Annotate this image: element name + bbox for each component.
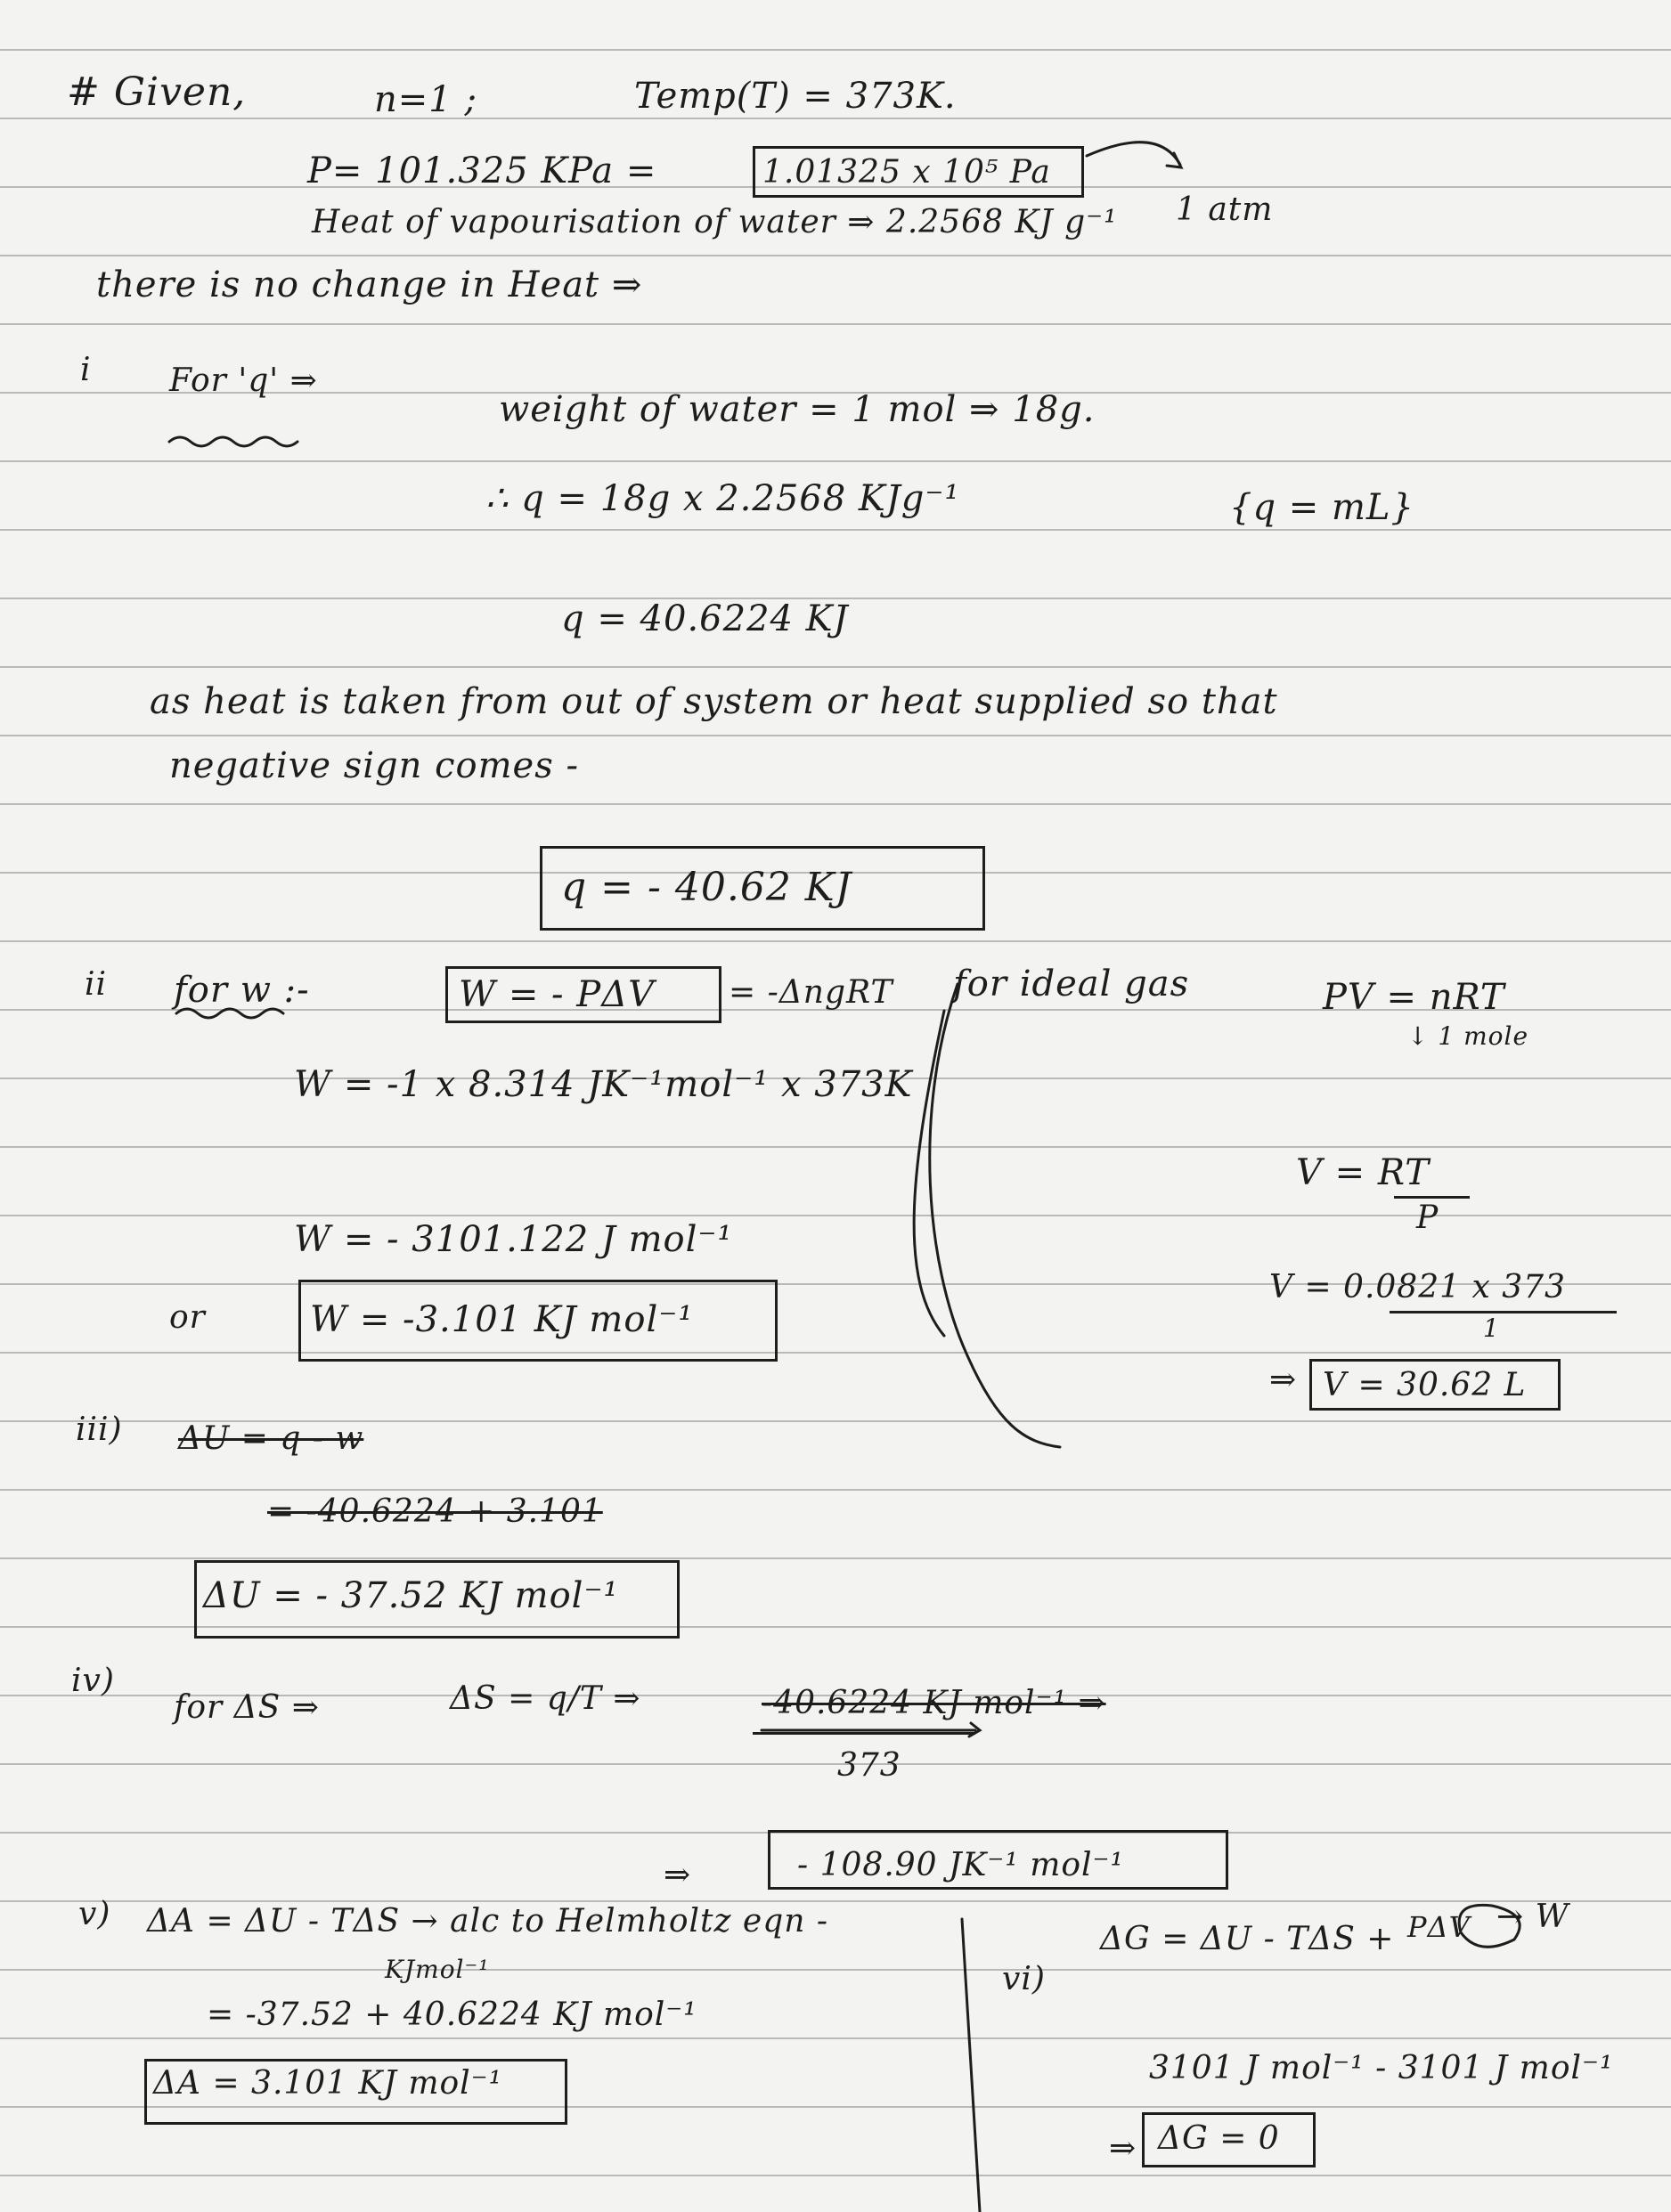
part-four-number: iv) xyxy=(71,1663,115,1699)
q-result: q = 40.6224 KJ xyxy=(561,598,849,639)
given-heading: # Given, xyxy=(67,69,247,115)
helmholtz-equation: ΔA = ΔU - TΔS → alc to Helmholtz eqn - xyxy=(147,1903,829,1940)
ds-final: - 108.90 JK⁻¹ mol⁻¹ xyxy=(797,1847,1124,1883)
dg-final: ΔG = 0 xyxy=(1158,2120,1280,2157)
or-label: or xyxy=(169,1299,206,1336)
da-calculation: = -37.52 + 40.6224 KJ mol⁻¹ xyxy=(207,1996,697,2033)
pdv-cloud xyxy=(1459,1905,1520,1947)
temperature-value: Temp(T) = 373K. xyxy=(634,76,957,117)
atm-arrowhead xyxy=(1167,153,1181,167)
one-mole-note: ↓ 1 mole xyxy=(1407,1021,1529,1051)
volume-calculation-denominator: 1 xyxy=(1483,1313,1500,1343)
ds-formula: ΔS = q/T ⇒ xyxy=(450,1680,641,1717)
part-five-number: v) xyxy=(78,1896,111,1932)
volume-arrow: ⇒ xyxy=(1269,1362,1298,1398)
gibbs-equation: ΔG = ΔU - TΔS + xyxy=(1100,1921,1395,1957)
volume-formula-numerator: V = RT xyxy=(1296,1152,1430,1193)
ideal-gas-brace xyxy=(930,984,1060,1447)
ds-calculation: -40.6224 KJ mol⁻¹ ⇒ xyxy=(762,1685,1106,1721)
ideal-gas-law: PV = nRT xyxy=(1323,977,1505,1018)
w-final: W = -3.101 KJ mol⁻¹ xyxy=(310,1299,694,1340)
w-value: W = - 3101.122 J mol⁻¹ xyxy=(294,1219,733,1260)
ds-result-arrow: ⇒ xyxy=(664,1857,692,1893)
part-six-number: vi) xyxy=(1002,1961,1046,1997)
weight-of-water: weight of water = 1 mol ⇒ 18g. xyxy=(499,389,1096,430)
q-formula: {q = mL} xyxy=(1229,487,1414,528)
q-final: q = - 40.62 KJ xyxy=(561,865,852,910)
gibbs-calculation: 3101 J mol⁻¹ - 3101 J mol⁻¹ xyxy=(1149,2050,1614,2086)
ds-for-label: for ΔS ⇒ xyxy=(174,1689,320,1726)
heat-note-line-2: negative sign comes - xyxy=(169,745,579,786)
atm-curved-arrow xyxy=(1087,142,1180,165)
du-calculation: = -40.6224 + 3.101 xyxy=(267,1493,603,1530)
part-one-number: i xyxy=(80,352,92,388)
for-q-label: For 'q' ⇒ xyxy=(169,362,318,399)
part-two-number: ii xyxy=(85,966,108,1003)
pressure-atm: 1 atm xyxy=(1176,191,1274,228)
pressure-pascal: 1.01325 x 10⁵ Pa xyxy=(762,154,1051,191)
w-calculation: W = -1 x 8.314 JK⁻¹mol⁻¹ x 373K xyxy=(294,1064,913,1105)
volume-result: V = 30.62 L xyxy=(1323,1367,1527,1403)
moles-value: n=1 ; xyxy=(374,79,477,120)
q-calculation: ∴ q = 18g x 2.2568 KJg⁻¹ xyxy=(485,478,960,519)
part-three-number: iii) xyxy=(76,1411,123,1448)
w-formula-ideal: = -ΔngRT xyxy=(729,974,893,1011)
gibbs-w-note: → W xyxy=(1496,1899,1569,1935)
da-final: ΔA = 3.101 KJ mol⁻¹ xyxy=(153,2065,503,2102)
for-q-wavy-underline xyxy=(169,437,298,446)
volume-formula-denominator: P xyxy=(1416,1200,1439,1236)
du-equation: ΔU = q - w xyxy=(178,1420,364,1457)
ideal-gas-label: for ideal gas xyxy=(953,964,1190,1004)
heat-of-vaporisation: Heat of vapourisation of water ⇒ 2.2568 KJ g⁻¹ xyxy=(312,204,1118,240)
da-unit-note: KJmol⁻¹ xyxy=(385,1955,490,1984)
no-change-note: there is no change in Heat ⇒ xyxy=(96,264,643,305)
du-final: ΔU = - 37.52 KJ mol⁻¹ xyxy=(203,1575,619,1616)
pressure-line: P= 101.325 KPa = xyxy=(307,150,657,191)
gibbs-pdv-term: PΔV xyxy=(1407,1910,1471,1944)
vertical-divider xyxy=(962,1919,980,2212)
for-w-label: for w :- xyxy=(174,970,310,1011)
gibbs-result-arrow: ⇒ xyxy=(1109,2130,1137,2167)
heat-note-line-1: as heat is taken from out of system or heat supplied so that xyxy=(150,681,1278,722)
w-formula: W = - PΔV xyxy=(459,974,655,1015)
ds-denominator: 373 xyxy=(837,1747,901,1784)
for-w-wavy-underline xyxy=(176,1009,283,1018)
volume-calculation: V = 0.0821 x 373 xyxy=(1269,1269,1566,1305)
